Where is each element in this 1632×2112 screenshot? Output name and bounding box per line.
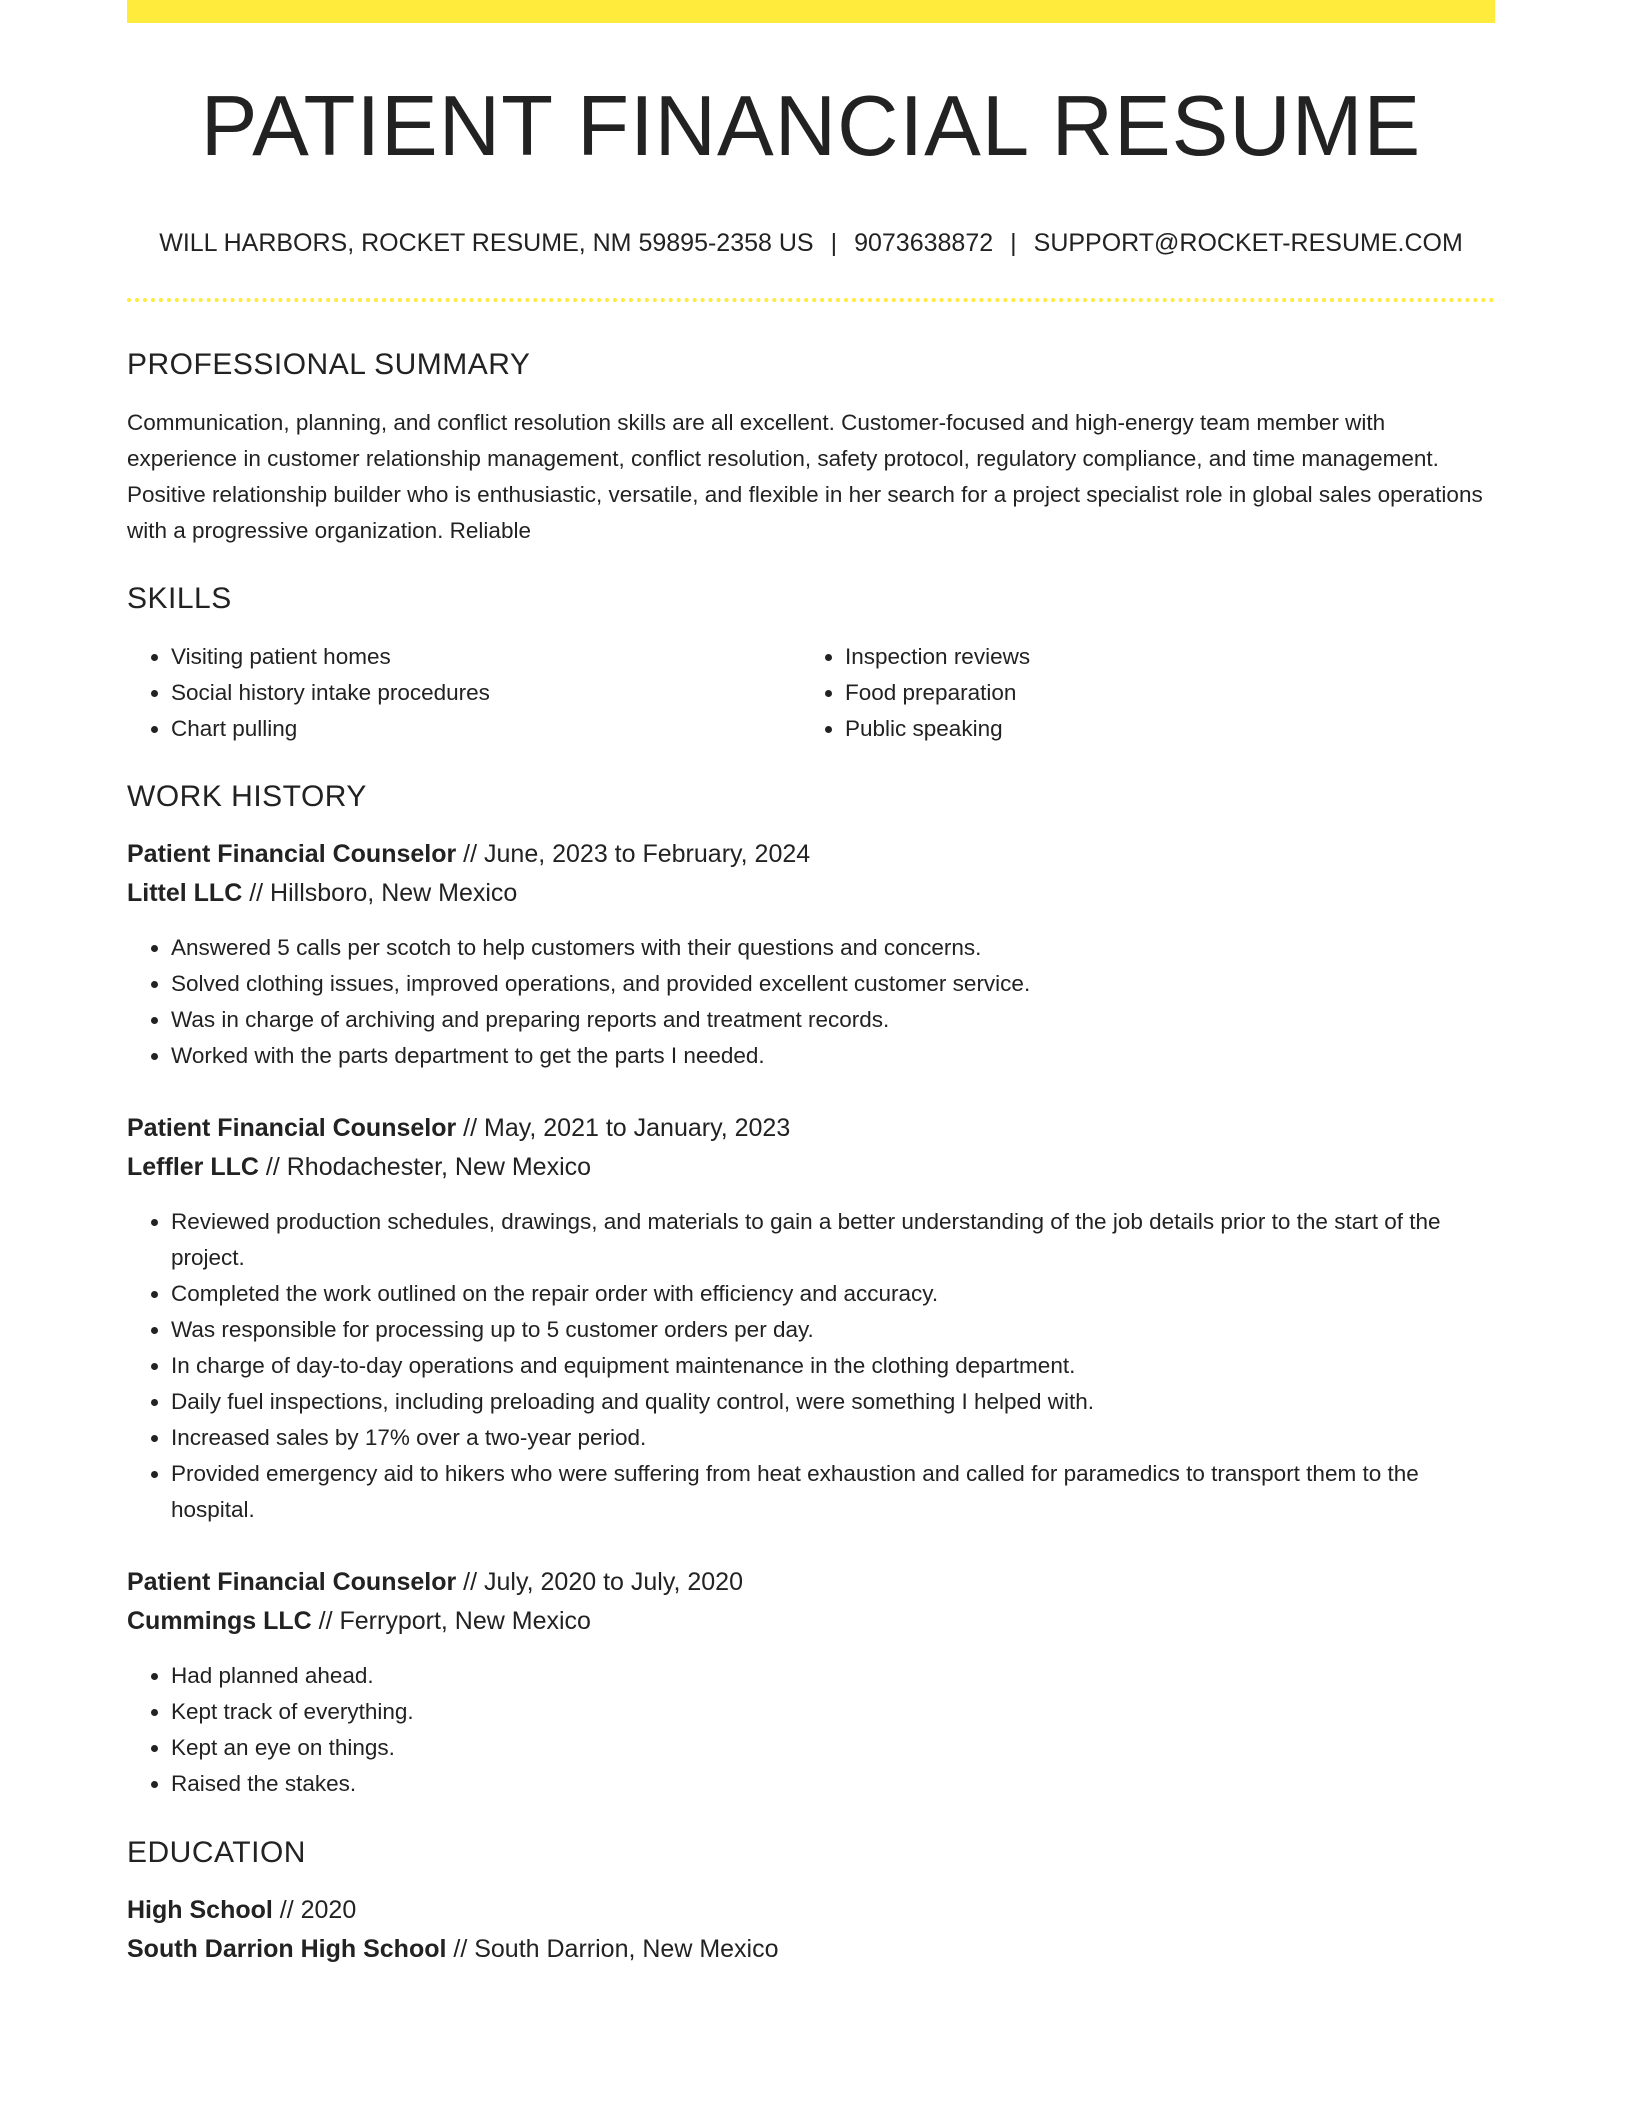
job-bullet: • Provided emergency aid to hikers who were suffering from heat exhaustion and called for paramedics to transport them to the hospital. — [171, 1456, 1495, 1528]
job-bullet: • Was in charge of archiving and preparing reports and treatment records. — [171, 1002, 1495, 1038]
job-bullet: • Was responsible for processing up to 5 customer orders per day. — [171, 1312, 1495, 1348]
job-bullet: • Increased sales by 17% over a two-year period. — [171, 1420, 1495, 1456]
contact-email: SUPPORT@ROCKET-RESUME.COM — [1033, 229, 1463, 257]
contact-address: WILL HARBORS, ROCKET RESUME, NM 59895-2358 US — [159, 229, 814, 257]
summary-heading: PROFESSIONAL SUMMARY — [127, 348, 531, 381]
contact-line — [127, 231, 1495, 256]
job-company-line — [127, 1609, 1495, 1634]
education-school-line — [127, 1937, 1495, 1962]
skill-item: • Public speaking — [845, 711, 1475, 747]
skills-heading: SKILLS — [127, 582, 232, 615]
contact-phone: 9073638872 — [854, 229, 994, 257]
top-accent-bar — [127, 0, 1495, 23]
job-bullet: • Kept an eye on things. — [171, 1730, 1495, 1766]
education-heading: EDUCATION — [127, 1836, 306, 1869]
summary-text: Communication, planning, and conflict resolution skills are all excellent. Customer-focused and high-energy team member with experience in customer relationship management, conflict resolution, safety protocol, regulatory compliance, and time management. Positive relationship builder who is enthusiastic, versatile, and flexible in her search for a project specialist role in global sales operations with a progressive organization. Reliable — [127, 410, 1483, 543]
job-bullet: • Completed the work outlined on the repair order with efficiency and accuracy. — [171, 1276, 1495, 1312]
skills-list-left — [127, 639, 801, 747]
resume-page — [127, 0, 1495, 1962]
job-bullet: • Daily fuel inspections, including preloading and quality control, were something I helped with. — [171, 1384, 1495, 1420]
job-location: // Hillsboro, New Mexico — [242, 879, 518, 907]
job-bullets — [127, 1658, 1495, 1802]
job-dates: // July, 2020 to July, 2020 — [456, 1568, 743, 1596]
job-bullet: • Answered 5 calls per scotch to help customers with their questions and concerns. — [171, 930, 1495, 966]
job-title: Patient Financial Counselor — [127, 1568, 457, 1596]
job-bullet: • Had planned ahead. — [171, 1658, 1495, 1694]
education-location: // South Darrion, New Mexico — [446, 1935, 779, 1963]
job-company-line — [127, 1155, 1495, 1180]
job-bullet: • Reviewed production schedules, drawings, and materials to gain a better understanding of the job details prior to the start of the project. — [171, 1204, 1495, 1276]
skills-grid — [127, 639, 1495, 747]
job-title: Patient Financial Counselor — [127, 1114, 457, 1142]
job-title-line — [127, 1116, 1495, 1141]
skills-list-right — [801, 639, 1475, 747]
job-company-line — [127, 881, 1495, 906]
dotted-divider — [127, 298, 1495, 302]
job-company: Cummings LLC — [127, 1607, 312, 1635]
work-history-heading: WORK HISTORY — [127, 780, 367, 813]
job-location: // Ferryport, New Mexico — [311, 1607, 591, 1635]
skill-item: • Food preparation — [845, 675, 1475, 711]
skill-item: • Visiting patient homes — [171, 639, 801, 675]
job-dates: // June, 2023 to February, 2024 — [456, 840, 811, 868]
education-degree: High School — [127, 1896, 273, 1924]
education-year: // 2020 — [272, 1896, 357, 1924]
job-company: Leffler LLC — [127, 1153, 259, 1181]
skill-item: • Chart pulling — [171, 711, 801, 747]
job-location: // Rhodachester, New Mexico — [258, 1153, 592, 1181]
resume-title: PATIENT FINANCIAL RESUME — [200, 79, 1422, 174]
skill-item: • Inspection reviews — [845, 639, 1475, 675]
job-bullet: • Raised the stakes. — [171, 1766, 1495, 1802]
education-degree-line — [127, 1898, 1495, 1923]
contact-separator: | — [1010, 229, 1017, 257]
job-bullets — [127, 930, 1495, 1074]
job-company: Littel LLC — [127, 879, 243, 907]
job-title-line — [127, 1570, 1495, 1595]
contact-separator: | — [830, 229, 838, 257]
job-bullet: • Worked with the parts department to get the parts I needed. — [171, 1038, 1495, 1074]
job-bullets — [127, 1204, 1495, 1528]
job-title-line — [127, 842, 1495, 867]
job-dates: // May, 2021 to January, 2023 — [456, 1114, 791, 1142]
job-bullet: • In charge of day-to-day operations and equipment maintenance in the clothing department. — [171, 1348, 1495, 1384]
skill-item: • Social history intake procedures — [171, 675, 801, 711]
job-bullet: • Solved clothing issues, improved operations, and provided excellent customer service. — [171, 966, 1495, 1002]
education-school: South Darrion High School — [127, 1935, 447, 1963]
job-title: Patient Financial Counselor — [127, 840, 457, 868]
job-bullet: • Kept track of everything. — [171, 1694, 1495, 1730]
